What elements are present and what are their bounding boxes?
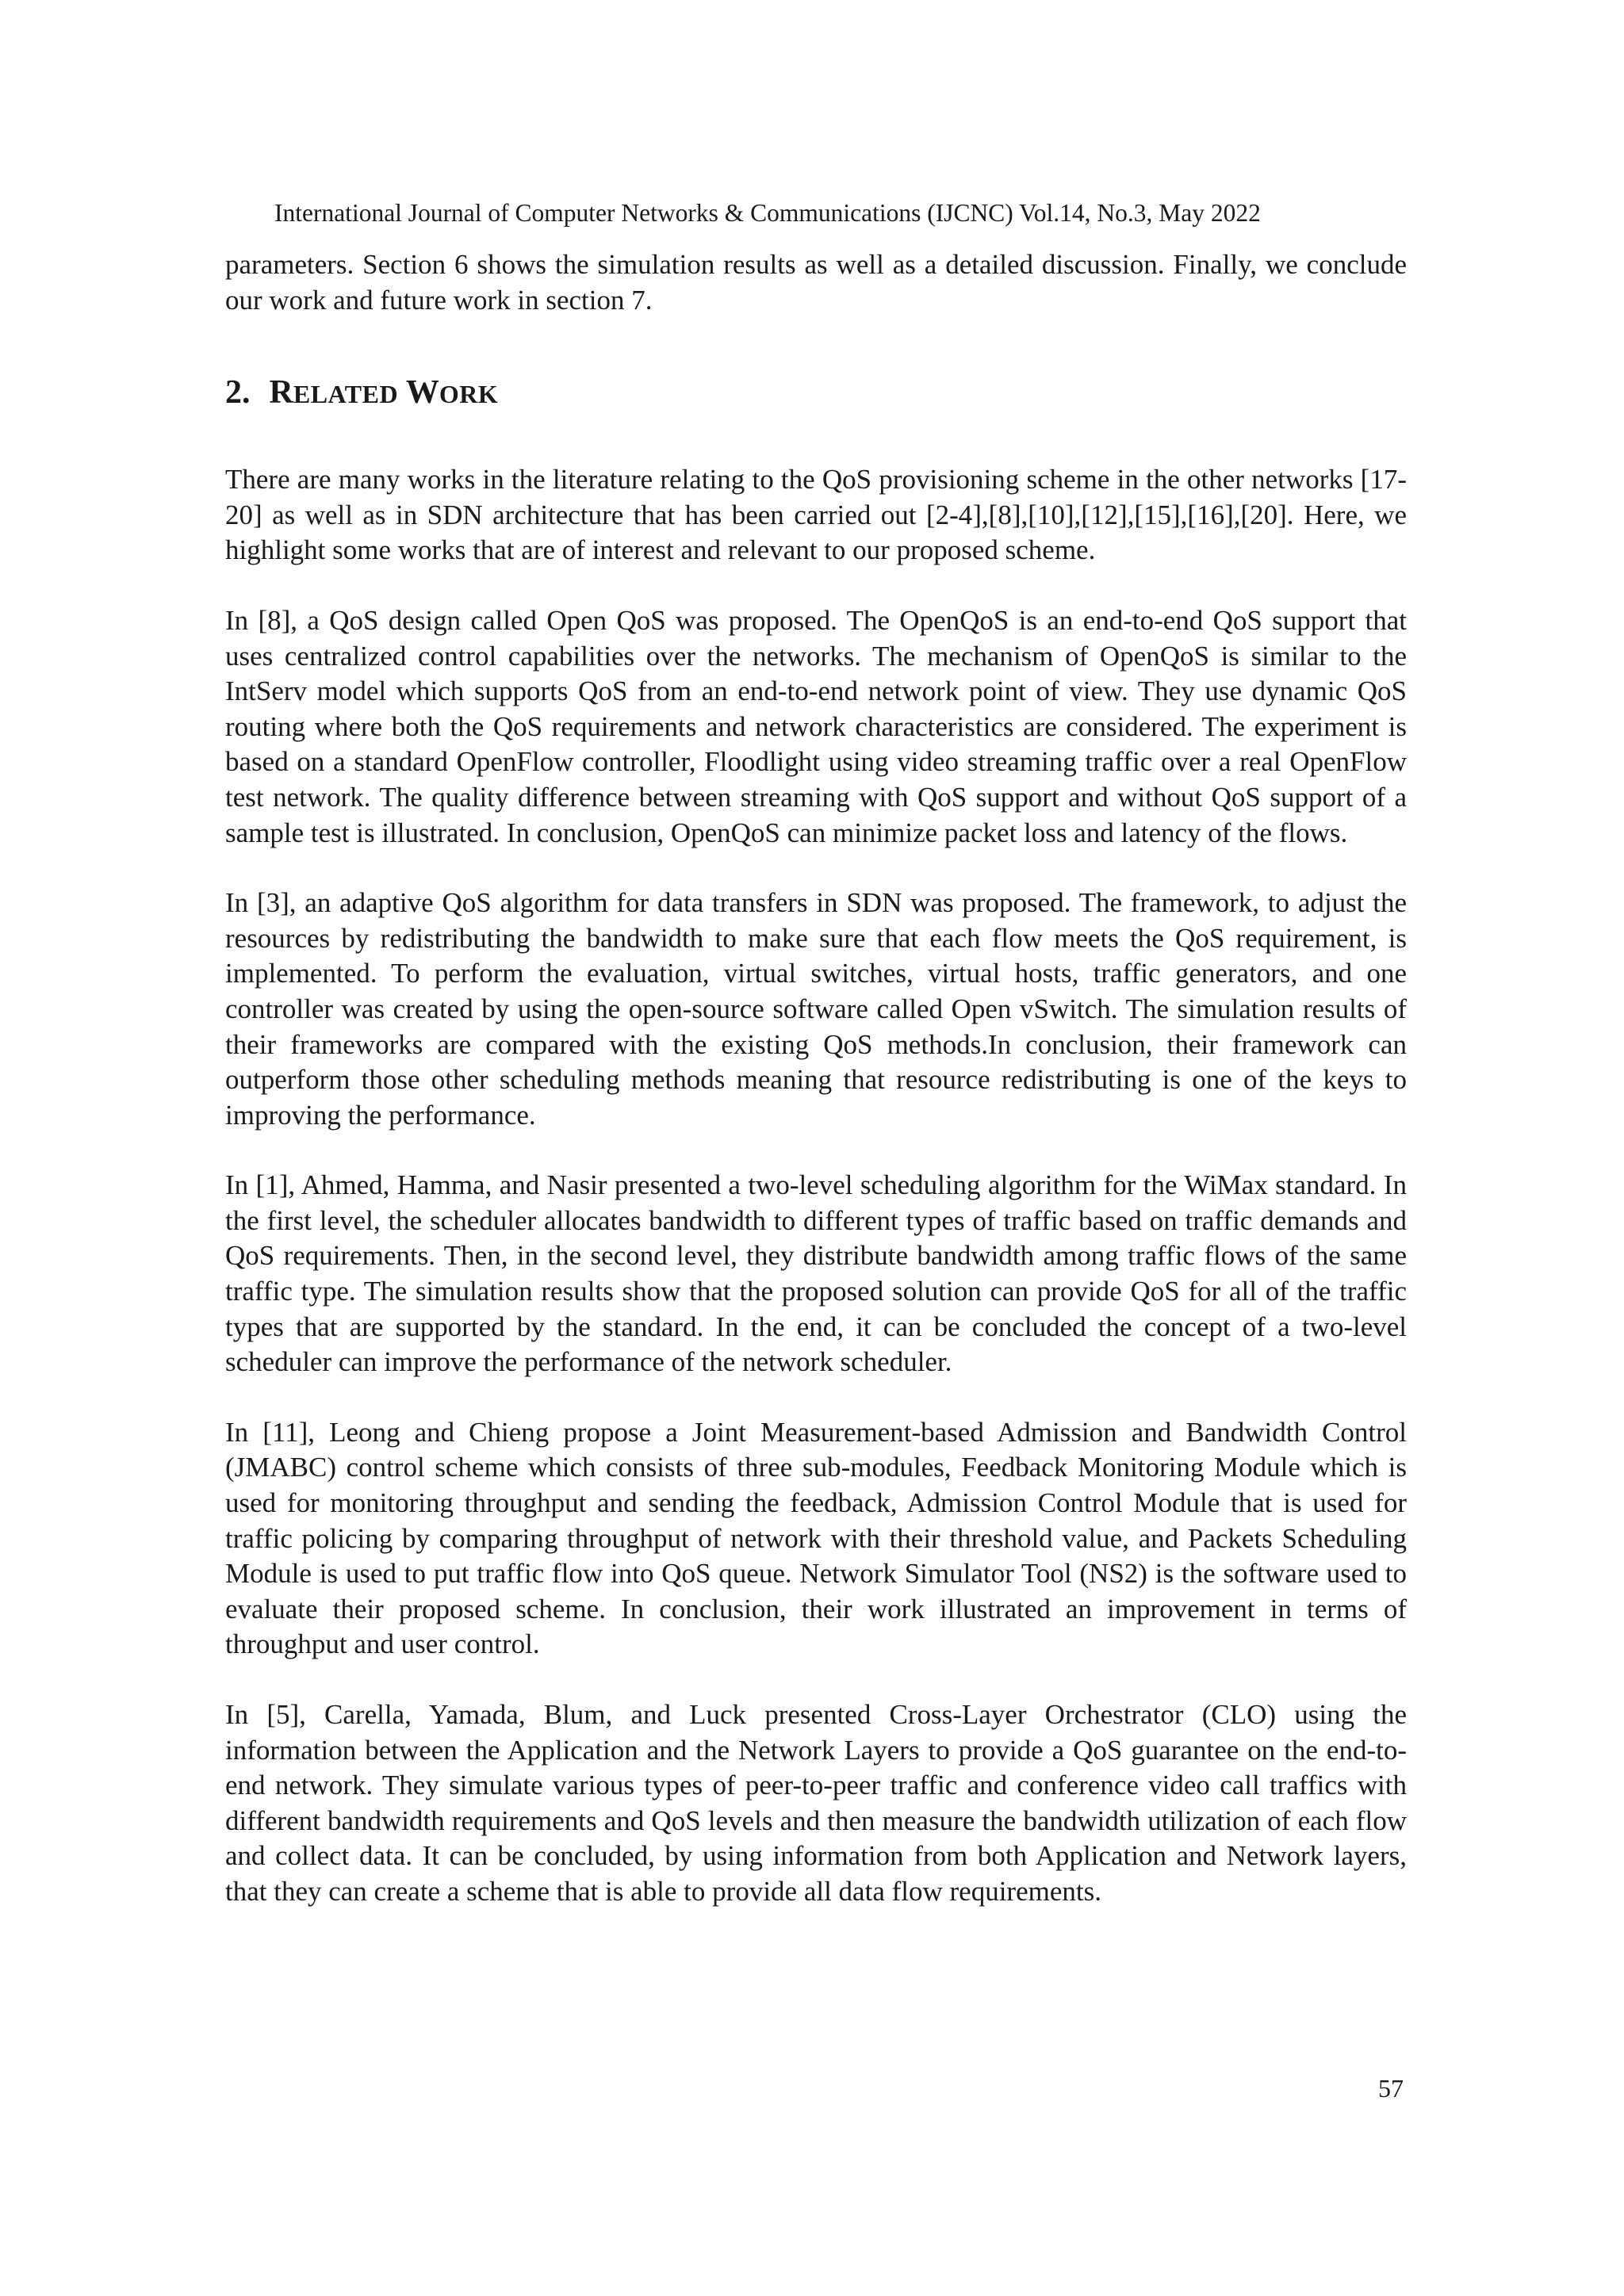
page-body	[225, 247, 1407, 1910]
running-header: International Journal of Computer Networks & Communications (IJCNC) Vol.14, No.3, May 2022	[274, 199, 1261, 227]
section-heading-related-work	[225, 372, 1407, 415]
paragraph-jmabc: In [11], Leong and Chieng propose a Joint Measurement-based Admission and Bandwidth Control (JMABC) control scheme which consists of three sub-modules, Feedback Monitoring Module which is used for monitoring throughput and sending the feedback, Admission Control Module that is used for traffic policing by comparing throughput of network with their threshold value, and Packets Scheduling Module is used to put traffic flow into QoS queue. Network Simulator Tool (NS2) is the software used to evaluate their proposed scheme. In conclusion, their work illustrated an improvement in terms of throughput and user control.	[225, 1416, 1407, 1660]
section-title-rest-1: ELATED	[293, 380, 399, 409]
section-title-cap-2: W	[405, 374, 439, 411]
section-title-rest-2: ORK	[439, 380, 499, 409]
paragraph-openqos: In [8], a QoS design called Open QoS was proposed. The OpenQoS is an end-to-end QoS support that uses centralized control capabilities over the networks. The mechanism of OpenQoS is similar to the IntServ model which supports QoS from an end-to-end network point of view. They use dynamic QoS routing where both the QoS requirements and network characteristics are considered. The experiment is based on a standard OpenFlow controller, Floodlight using video streaming traffic over a real OpenFlow test network. The quality difference between streaming with QoS support and without QoS support of a sample test is illustrated. In conclusion, OpenQoS can minimize packet loss and latency of the flows.	[225, 604, 1407, 848]
page-number: 57	[1378, 2074, 1404, 2103]
paragraph-overview: There are many works in the literature relating to the QoS provisioning scheme in the other networks [17-20] as well as in SDN architecture that has been carried out [2-4],[8],[10],[12],[15],[16],[20]. Here, we highlight some works that are of interest and relevant to our proposed scheme.	[225, 464, 1407, 566]
section-number: 2.	[225, 374, 251, 411]
paragraph-adaptive-qos: In [3], an adaptive QoS algorithm for data transfers in SDN was proposed. The framework, to adjust the resources by redistributing the bandwidth to make sure that each flow meets the QoS requirement, is implemented. To perform the evaluation, virtual switches, virtual hosts, traffic generators, and one controller was created by using the open-source software called Open vSwitch. The simulation results of their frameworks are compared with the existing QoS methods.In conclusion, their framework can outperform those other scheduling methods meaning that resource redistributing is one of the keys to improving the performance.	[225, 887, 1407, 1131]
intro-tail-paragraph: parameters. Section 6 shows the simulation results as well as a detailed discussion. Finally, we conclude our work and future work in section 7.	[225, 249, 1407, 316]
section-title-cap-1: R	[269, 374, 293, 411]
paragraph-clo: In [5], Carella, Yamada, Blum, and Luck presented Cross-Layer Orchestrator (CLO) using the information between the Application and the Network Layers to provide a QoS guarantee on the end-to-end network. They simulate various types of peer-to-peer traffic and conference video call traffics with different bandwidth requirements and QoS levels and then measure the bandwidth utilization of each flow and collect data. It can be concluded, by using information from both Application and Network layers, that they can create a scheme that is able to provide all data flow requirements.	[225, 1699, 1407, 1907]
paragraph-wimax-scheduling: In [1], Ahmed, Hamma, and Nasir presented a two-level scheduling algorithm for the WiMax standard. In the first level, the scheduler allocates bandwidth to different types of traffic based on traffic demands and QoS requirements. Then, in the second level, they distribute bandwidth among traffic flows of the same traffic type. The simulation results show that the proposed solution can provide QoS for all of the traffic types that are supported by the standard. In the end, it can be concluded the concept of a two-level scheduler can improve the performance of the network scheduler.	[225, 1169, 1407, 1378]
